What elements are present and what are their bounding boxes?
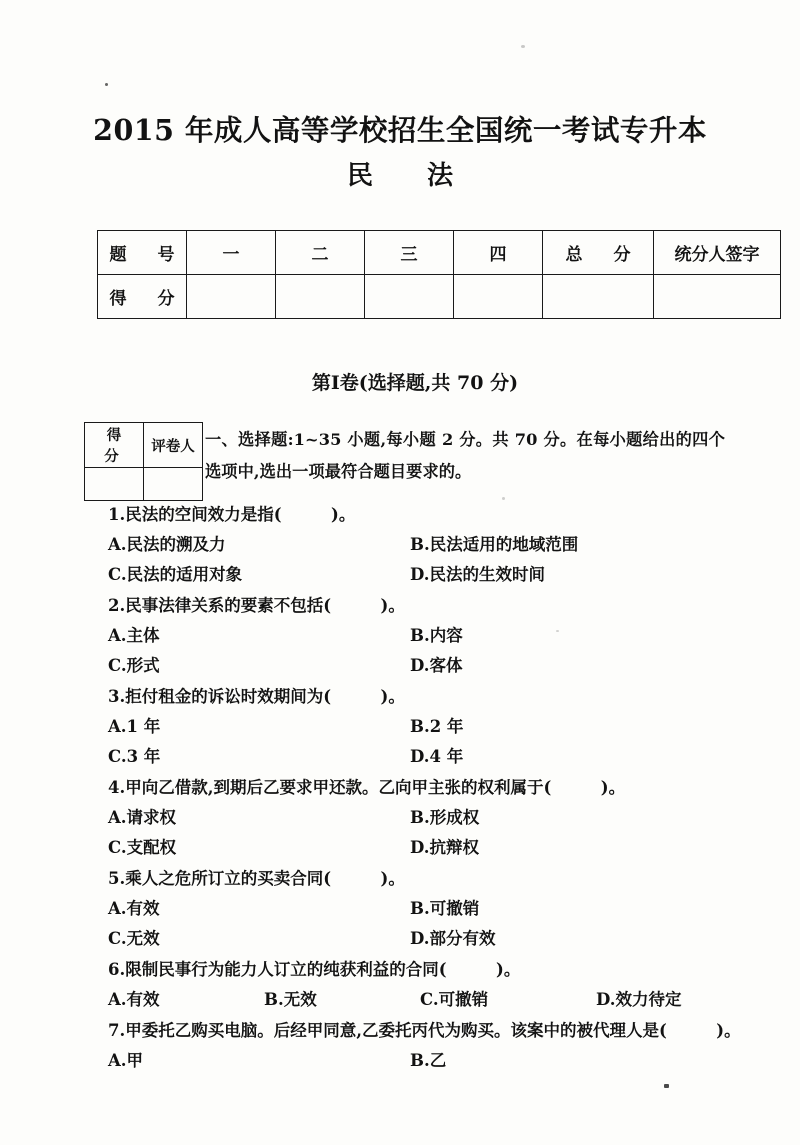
question-item <box>108 1016 741 1076</box>
question-stem: 3.拒付租金的诉讼时效期间为( )。 <box>108 687 405 706</box>
option-a[interactable]: A.民法的溯及力 <box>108 535 226 554</box>
question-item <box>108 864 733 954</box>
scan-speck <box>664 1084 669 1088</box>
option-a[interactable]: A.有效 <box>108 899 160 918</box>
option-c[interactable]: C.支配权 <box>108 838 177 857</box>
question-item <box>108 682 733 772</box>
option-row <box>108 924 733 954</box>
option-b[interactable]: B.民法适用的地域范围 <box>410 535 579 554</box>
grader-box-grader-label: 评卷人 <box>144 423 203 468</box>
option-c[interactable]: C.无效 <box>108 929 160 948</box>
question-stem: 1.民法的空间效力是指( )。 <box>108 505 356 524</box>
score-table-header-signature: 统分人签字 <box>654 231 781 275</box>
option-d[interactable]: D.效力待定 <box>596 990 682 1009</box>
option-a[interactable]: A.请求权 <box>108 808 177 827</box>
score-cell-2[interactable] <box>276 275 365 319</box>
grader-box-value-row <box>85 468 203 501</box>
option-row <box>108 1046 733 1076</box>
question-stem: 5.乘人之危所订立的买卖合同( )。 <box>108 869 405 888</box>
option-row <box>108 530 733 560</box>
option-b[interactable]: B.内容 <box>410 626 463 645</box>
question-list <box>108 500 741 1076</box>
question-item <box>108 500 733 590</box>
grader-score-box <box>84 422 203 501</box>
score-table-header-label: 题 号 <box>98 231 187 275</box>
option-row <box>108 651 733 681</box>
question-item <box>108 955 733 1015</box>
section-heading-paper-one: 第Ⅰ卷(选择题,共 70 分) <box>311 372 519 394</box>
question-stem: 4.甲向乙借款,到期后乙要求甲还款。乙向甲主张的权利属于( )。 <box>108 778 626 797</box>
option-b[interactable]: B.2 年 <box>410 717 464 736</box>
score-cell-total[interactable] <box>543 275 654 319</box>
option-b[interactable]: B.无效 <box>264 990 317 1009</box>
score-summary-table <box>97 230 781 319</box>
score-table-row-label: 得 分 <box>98 275 187 319</box>
option-row <box>108 621 733 651</box>
option-b[interactable]: B.可撤销 <box>410 899 480 918</box>
score-cell-1[interactable] <box>187 275 276 319</box>
option-row <box>108 894 733 924</box>
option-d[interactable]: D.4 年 <box>410 747 464 766</box>
option-a[interactable]: A.有效 <box>108 990 160 1009</box>
exam-subject: 民 法 <box>346 161 467 191</box>
option-d[interactable]: D.客体 <box>410 656 463 675</box>
option-row <box>108 742 733 772</box>
score-table-header-4: 四 <box>454 231 543 275</box>
table-row-headers <box>98 231 781 275</box>
score-cell-3[interactable] <box>365 275 454 319</box>
option-a[interactable]: A.主体 <box>108 626 160 645</box>
option-a[interactable]: A.甲 <box>108 1051 144 1070</box>
option-d[interactable]: D.部分有效 <box>410 929 496 948</box>
scan-speck <box>105 83 108 86</box>
option-c[interactable]: C.民法的适用对象 <box>108 565 243 584</box>
option-row <box>108 985 733 1015</box>
score-table-header-1: 一 <box>187 231 276 275</box>
option-d[interactable]: D.民法的生效时间 <box>410 565 545 584</box>
option-b[interactable]: B.乙 <box>410 1051 447 1070</box>
score-cell-4[interactable] <box>454 275 543 319</box>
scan-speck <box>521 45 525 48</box>
option-c[interactable]: C.3 年 <box>108 747 161 766</box>
grader-box-score-value[interactable] <box>85 468 144 501</box>
option-row <box>108 712 733 742</box>
option-d[interactable]: D.抗辩权 <box>410 838 479 857</box>
score-table-header-3: 三 <box>365 231 454 275</box>
grader-box-score-label: 得 分 <box>85 423 144 468</box>
score-table-header-2: 二 <box>276 231 365 275</box>
option-b[interactable]: B.形成权 <box>410 808 480 827</box>
grader-box-header-row <box>85 423 203 468</box>
option-a[interactable]: A.1 年 <box>108 717 161 736</box>
grader-box-grader-value[interactable] <box>144 468 203 501</box>
score-table-header-total: 总 分 <box>543 231 654 275</box>
option-row <box>108 803 733 833</box>
question-item <box>108 773 733 863</box>
question-item <box>108 591 733 681</box>
option-row <box>108 560 733 590</box>
question-stem: 7.甲委托乙购买电脑。后经甲同意,乙委托丙代为购买。该案中的被代理人是( )。 <box>108 1021 741 1040</box>
table-row-scores <box>98 275 781 319</box>
question-stem: 2.民事法律关系的要素不包括( )。 <box>108 596 405 615</box>
option-row <box>108 833 733 863</box>
question-stem: 6.限制民事行为能力人订立的纯获利益的合同( )。 <box>108 960 521 979</box>
section-instruction: 一、选择题:1~35 小题,每小题 2 分。共 70 分。在每小题给出的四个选项中,选出一项最符合题目要求的。 <box>205 430 725 481</box>
option-c[interactable]: C.形式 <box>108 656 160 675</box>
score-cell-signature[interactable] <box>654 275 781 319</box>
exam-title: 2015 年成人高等学校招生全国统一考试专升本 <box>93 113 707 147</box>
option-c[interactable]: C.可撤销 <box>420 990 489 1009</box>
